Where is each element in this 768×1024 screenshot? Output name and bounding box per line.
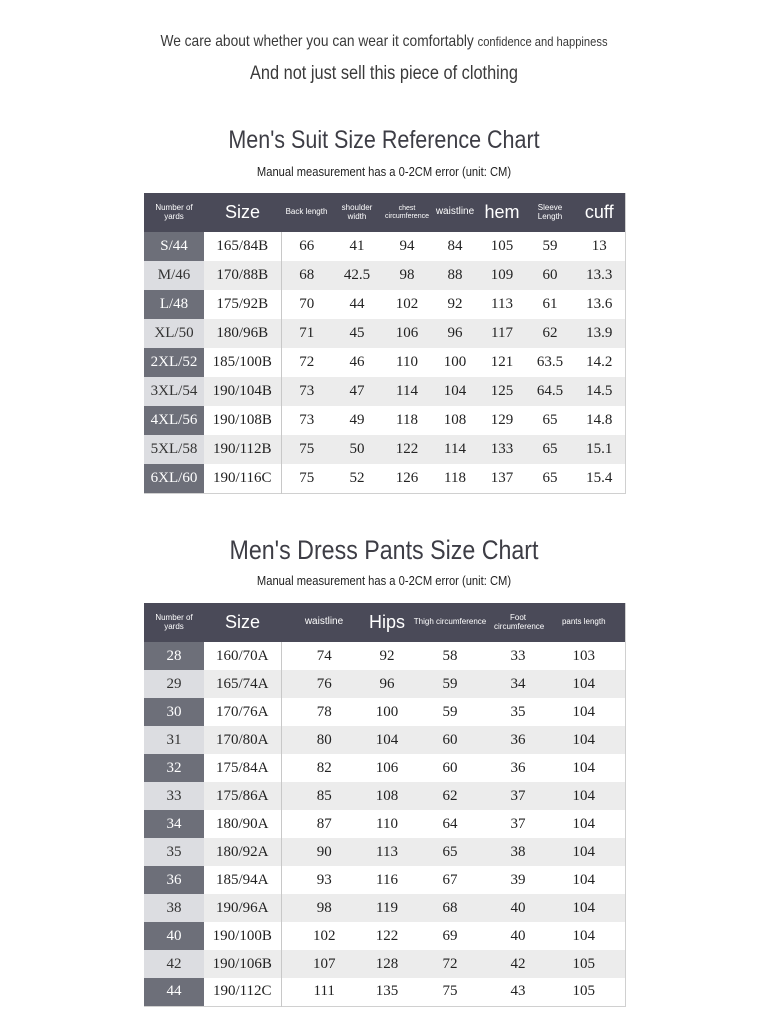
size-code-cell: 190/112B [204, 435, 281, 464]
table-row [144, 782, 625, 810]
measurement-cell: 66 [299, 238, 315, 254]
measurement-cell: 62 [407, 782, 493, 810]
suit-table-body [144, 232, 625, 493]
table-row [144, 348, 625, 377]
suit-table-header-row [144, 193, 625, 232]
measurement-cell: 68 [407, 894, 493, 922]
size-label-cell: 28 [144, 642, 204, 670]
measurement-cell: 80 [281, 726, 367, 754]
header-chest-circumference: chest circumference [382, 193, 432, 232]
measurement-cell: 114 [382, 377, 432, 406]
measurement-cell: 108 [443, 412, 467, 428]
measurement-cell: 38 [493, 838, 543, 866]
measurement-cell: 122 [375, 927, 399, 944]
size-code-cell: 190/112C [204, 978, 281, 1006]
measurement-cell: 47 [332, 377, 382, 406]
pants-table-body [144, 642, 625, 1006]
measurement-cell: 40 [493, 894, 543, 922]
measurement-cell: 98 [281, 894, 367, 922]
measurement-cell: 45 [332, 319, 382, 348]
pants-chart-title: Men's Dress Pants Size Chart [229, 535, 539, 565]
size-label-cell: S/44 [144, 232, 204, 261]
measurement-cell: 104 [572, 927, 595, 944]
suit-chart-subtitle: Manual measurement has a 0-2CM error (unit: CM) [256, 164, 512, 179]
measurement-cell: 98 [382, 261, 432, 290]
table-row [144, 978, 625, 1006]
size-label-cell: 31 [144, 726, 204, 754]
measurement-cell: 73 [299, 412, 315, 428]
header-sleeve-length: Sleeve Length [526, 193, 574, 232]
measurement-cell: 44 [349, 296, 365, 312]
size-label-cell: XL/50 [144, 319, 204, 348]
measurement-cell: 96 [432, 319, 478, 348]
header-number-of-yards: Number of yards [144, 603, 204, 642]
measurement-cell: 110 [376, 815, 398, 832]
table-row [144, 810, 625, 838]
measurement-cell: 58 [442, 647, 458, 664]
measurement-cell: 65 [407, 838, 493, 866]
measurement-cell: 63.5 [536, 354, 564, 370]
size-code-cell: 175/86A [204, 782, 281, 810]
measurement-cell: 67 [442, 871, 458, 888]
size-code-cell: 170/80A [204, 726, 281, 754]
size-label-cell: 34 [144, 810, 204, 838]
measurement-cell: 37 [510, 815, 526, 832]
measurement-cell: 113 [491, 296, 513, 312]
header-size: Size [204, 193, 281, 232]
size-code-cell: 180/90A [204, 810, 281, 838]
measurement-cell: 65 [542, 412, 558, 428]
measurement-cell: 106 [375, 759, 399, 776]
tagline-line-1 [54, 33, 714, 51]
measurement-cell: 100 [375, 703, 399, 720]
measurement-cell: 113 [367, 838, 407, 866]
table-row [144, 726, 625, 754]
measurement-cell: 118 [396, 412, 418, 428]
measurement-cell: 36 [493, 726, 543, 754]
header-size: Size [204, 603, 281, 642]
measurement-cell: 94 [399, 238, 415, 254]
size-code-cell: 175/84A [204, 754, 281, 782]
measurement-cell: 92 [379, 647, 395, 664]
measurement-cell: 72 [299, 354, 315, 370]
measurement-cell: 104 [572, 759, 595, 776]
measurement-cell: 61 [542, 296, 558, 312]
measurement-cell: 108 [367, 782, 407, 810]
measurement-cell: 15.1 [574, 435, 625, 464]
measurement-cell: 104 [572, 815, 595, 832]
header-number-of-yards: Number of yards [144, 193, 204, 232]
table-row [144, 950, 625, 978]
measurement-cell: 104 [543, 782, 625, 810]
size-label-cell: 30 [144, 698, 204, 726]
header-shoulder-width: shoulder width [332, 193, 382, 232]
header-back-length: Back length [281, 193, 332, 232]
size-label-cell: 4XL/56 [144, 406, 204, 435]
measurement-cell: 116 [376, 871, 398, 888]
header-pants-length: pants length [543, 603, 625, 642]
measurement-cell: 82 [316, 759, 332, 776]
measurement-cell: 114 [432, 435, 478, 464]
measurement-cell: 88 [432, 261, 478, 290]
size-code-cell: 185/100B [204, 348, 281, 377]
measurement-cell: 71 [281, 319, 332, 348]
table-row [144, 642, 625, 670]
measurement-cell: 35 [510, 703, 526, 720]
size-code-cell: 180/96B [204, 319, 281, 348]
measurement-cell: 104 [572, 703, 595, 720]
measurement-cell: 41 [349, 238, 365, 254]
pants-size-table [144, 603, 626, 1007]
pants-table-header-row [144, 603, 625, 642]
measurement-cell: 87 [316, 815, 332, 832]
measurement-cell: 15.4 [586, 469, 613, 486]
size-code-cell: 170/88B [204, 261, 281, 290]
measurement-cell: 104 [572, 871, 595, 888]
measurement-cell: 104 [367, 726, 407, 754]
measurement-cell: 102 [313, 927, 336, 944]
tagline-small: confidence and happiness [477, 34, 608, 49]
measurement-cell: 42 [493, 950, 543, 978]
size-code-cell: 180/92A [204, 838, 281, 866]
measurement-cell: 50 [332, 435, 382, 464]
measurement-cell: 73 [281, 377, 332, 406]
size-label-cell: 44 [144, 978, 204, 1006]
measurement-cell: 59 [542, 238, 558, 254]
header-waistline: waistline [281, 603, 367, 642]
table-row [144, 232, 625, 261]
measurement-cell: 75 [299, 469, 315, 486]
header-cuff: cuff [574, 193, 625, 232]
size-code-cell: 170/76A [204, 698, 281, 726]
measurement-cell: 14.5 [574, 377, 625, 406]
measurement-cell: 60 [407, 726, 493, 754]
table-row [144, 435, 625, 464]
table-row [144, 464, 625, 493]
measurement-cell: 74 [316, 647, 332, 664]
measurement-cell: 107 [281, 950, 367, 978]
size-code-cell: 190/106B [204, 950, 281, 978]
measurement-cell: 76 [281, 670, 367, 698]
table-row [144, 406, 625, 435]
measurement-cell: 68 [281, 261, 332, 290]
measurement-cell: 106 [382, 319, 432, 348]
measurement-cell: 133 [478, 435, 526, 464]
measurement-cell: 118 [444, 469, 466, 486]
size-code-cell: 165/74A [204, 670, 281, 698]
measurement-cell: 135 [375, 983, 399, 1000]
measurement-cell: 13.6 [586, 296, 613, 312]
measurement-cell: 104 [432, 377, 478, 406]
header-foot-circumference: Foot circumference [493, 603, 543, 642]
measurement-cell: 78 [316, 703, 332, 720]
table-row [144, 866, 625, 894]
measurement-cell: 49 [349, 412, 365, 428]
measurement-cell: 105 [543, 950, 625, 978]
measurement-cell: 104 [543, 670, 625, 698]
measurement-cell: 13.3 [574, 261, 625, 290]
measurement-cell: 104 [543, 838, 625, 866]
suit-size-table [144, 193, 626, 494]
size-code-cell: 185/94A [204, 866, 281, 894]
measurement-cell: 104 [543, 894, 625, 922]
table-row [144, 261, 625, 290]
measurement-cell: 65 [526, 435, 574, 464]
size-code-cell: 190/116C [204, 464, 281, 493]
measurement-cell: 14.8 [586, 412, 613, 428]
size-label-cell: 32 [144, 754, 204, 782]
table-row [144, 670, 625, 698]
size-label-cell: 33 [144, 782, 204, 810]
measurement-cell: 33 [510, 647, 526, 664]
measurement-cell: 90 [281, 838, 367, 866]
table-row [144, 698, 625, 726]
measurement-cell: 70 [299, 296, 315, 312]
measurement-cell: 69 [442, 927, 458, 944]
size-label-cell: M/46 [144, 261, 204, 290]
measurement-cell: 111 [313, 983, 335, 1000]
measurement-cell: 93 [316, 871, 332, 888]
measurement-cell: 59 [407, 670, 493, 698]
measurement-cell: 62 [526, 319, 574, 348]
tagline-main: We care about whether you can wear it comfortably [160, 33, 474, 50]
size-code-cell: 160/70A [204, 642, 281, 670]
measurement-cell: 96 [367, 670, 407, 698]
measurement-cell: 39 [510, 871, 526, 888]
size-label-cell: 38 [144, 894, 204, 922]
measurement-cell: 60 [442, 759, 458, 776]
measurement-cell: 85 [281, 782, 367, 810]
measurement-cell: 36 [510, 759, 526, 776]
header-waistline: waistline [432, 193, 478, 232]
measurement-cell: 129 [490, 412, 514, 428]
measurement-cell: 122 [382, 435, 432, 464]
measurement-cell: 105 [572, 983, 595, 1000]
size-label-cell: L/48 [144, 290, 204, 319]
measurement-cell: 92 [447, 296, 463, 312]
size-label-cell: 2XL/52 [144, 348, 204, 377]
measurement-cell: 34 [493, 670, 543, 698]
measurement-cell: 72 [407, 950, 493, 978]
table-row [144, 319, 625, 348]
measurement-cell: 100 [443, 354, 467, 370]
measurement-cell: 13.9 [574, 319, 625, 348]
size-code-cell: 165/84B [204, 232, 281, 261]
measurement-cell: 65 [542, 469, 558, 486]
measurement-cell: 128 [367, 950, 407, 978]
table-row [144, 922, 625, 950]
measurement-cell: 64 [442, 815, 458, 832]
size-label-cell: 29 [144, 670, 204, 698]
suit-chart-title: Men's Suit Size Reference Chart [228, 126, 540, 154]
measurement-cell: 13 [591, 238, 607, 254]
measurement-cell: 64.5 [526, 377, 574, 406]
tagline-line-2: And not just sell this piece of clothing [250, 63, 518, 84]
size-code-cell: 190/104B [204, 377, 281, 406]
measurement-cell: 75 [442, 983, 458, 1000]
measurement-cell: 104 [543, 726, 625, 754]
size-label-cell: 42 [144, 950, 204, 978]
measurement-cell: 84 [447, 238, 463, 254]
measurement-cell: 40 [510, 927, 526, 944]
measurement-cell: 52 [349, 469, 365, 486]
size-label-cell: 6XL/60 [144, 464, 204, 493]
size-code-cell: 190/100B [204, 922, 281, 950]
size-label-cell: 35 [144, 838, 204, 866]
measurement-cell: 109 [478, 261, 526, 290]
measurement-cell: 110 [396, 354, 418, 370]
measurement-cell: 126 [395, 469, 419, 486]
measurement-cell: 105 [490, 238, 514, 254]
size-code-cell: 190/96A [204, 894, 281, 922]
header-thigh-circumference: Thigh circumference [407, 603, 493, 642]
table-row [144, 894, 625, 922]
measurement-cell: 102 [395, 296, 419, 312]
measurement-cell: 46 [349, 354, 365, 370]
table-row [144, 838, 625, 866]
measurement-cell: 125 [478, 377, 526, 406]
measurement-cell: 42.5 [332, 261, 382, 290]
size-code-cell: 190/108B [204, 406, 281, 435]
table-row [144, 377, 625, 406]
size-label-cell: 3XL/54 [144, 377, 204, 406]
measurement-cell: 43 [510, 983, 526, 1000]
measurement-cell: 117 [478, 319, 526, 348]
measurement-cell: 59 [442, 703, 458, 720]
measurement-cell: 119 [367, 894, 407, 922]
measurement-cell: 75 [281, 435, 332, 464]
pants-chart-subtitle: Manual measurement has a 0-2CM error (unit: CM) [256, 573, 512, 588]
header-hips: Hips [367, 603, 407, 642]
measurement-cell: 121 [490, 354, 514, 370]
table-row [144, 754, 625, 782]
table-row [144, 290, 625, 319]
measurement-cell: 137 [490, 469, 514, 486]
size-code-cell: 175/92B [204, 290, 281, 319]
size-label-cell: 5XL/58 [144, 435, 204, 464]
header-hem: hem [478, 193, 526, 232]
size-label-cell: 40 [144, 922, 204, 950]
measurement-cell: 60 [526, 261, 574, 290]
measurement-cell: 37 [493, 782, 543, 810]
measurement-cell: 14.2 [586, 354, 613, 370]
measurement-cell: 103 [572, 647, 595, 664]
size-label-cell: 36 [144, 866, 204, 894]
